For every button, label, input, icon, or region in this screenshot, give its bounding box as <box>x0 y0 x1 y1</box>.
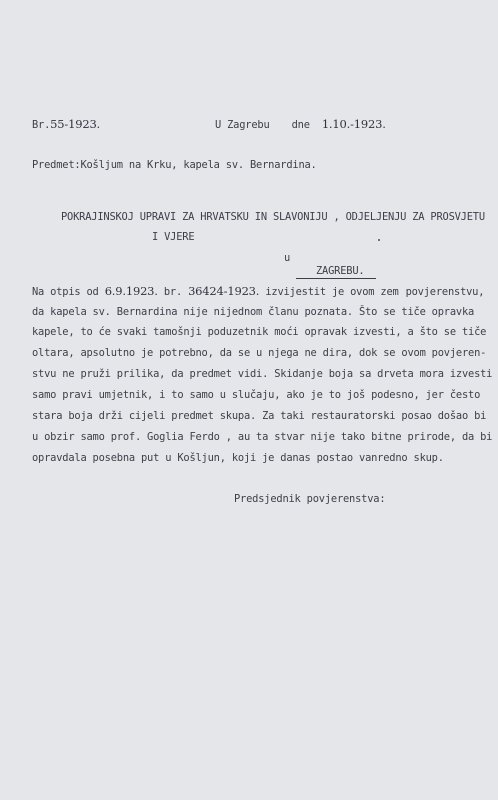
body-line-1-br: br. <box>163 286 182 298</box>
body-line-5: stvu ne pruži prilika, da predmet vidi. Skidanje boja sa drveta mora izvesti <box>32 368 493 380</box>
body-line-1 <box>32 286 484 298</box>
body-line-1-start: Na otpis od <box>32 286 99 298</box>
body-line-7: stara boja drži cijeli predmet skupa. Za taki restauratorski posao došao bi <box>32 410 487 422</box>
place-date <box>215 119 386 131</box>
body-line-6: samo pravi umjetnik, i to samo u slučaju, ako je to još podesno, jer često <box>32 389 481 401</box>
body-line-3: kapele, to će svaki tamošnji poduzetnik moći opravak izvesti, a što se tiče <box>32 326 487 338</box>
reference-number-value: 55-1923. <box>50 117 101 131</box>
dispatch-date: 6.9.1923. <box>104 284 158 298</box>
body-line-1-end: povjerenstvu, <box>405 286 485 298</box>
body-line-2: da kapela sv. Bernardina nije nijednom članu poznata. Što se tiče opravka <box>32 306 475 318</box>
place: U Zagrebu <box>215 119 270 131</box>
signature-title: Predsjednik povjerenstva: <box>234 493 386 505</box>
addressee-u: u <box>284 252 291 264</box>
number-prefix: Br. <box>32 119 51 131</box>
ink-dot <box>378 239 380 241</box>
body-line-1-mid: izvijestit je ovom zem <box>265 286 399 298</box>
body-line-4: oltara, apsolutno je potrebno, da se u njega ne dira, dok se ovom povjeren- <box>32 347 487 359</box>
body-line-9: opravdala posebna put u Košljun, koji je danas postao vanredno skup. <box>32 452 444 464</box>
date-prefix: dne <box>291 119 310 131</box>
letter-date: 1.10.-1923. <box>321 117 386 131</box>
body-line-8: u obzir samo prof. Goglia Ferdo , au ta stvar nije tako bitne prirode, da bi <box>32 431 493 443</box>
addressee-line-2: I VJERE <box>152 231 195 243</box>
reference-number <box>32 119 100 131</box>
addressee-city <box>296 266 376 276</box>
addressee-line-1: POKRAJINSKOJ UPRAVI ZA HRVATSKU IN SLAVONIJU , ODJELJENJU ZA PROSVJETU <box>61 211 485 223</box>
city-name: ZAGREBU. <box>296 265 376 279</box>
dispatch-reference: 36424-1923. <box>188 284 260 298</box>
subject-line: Predmet:Košljum na Krku, kapela sv. Bernardina. <box>32 159 317 171</box>
